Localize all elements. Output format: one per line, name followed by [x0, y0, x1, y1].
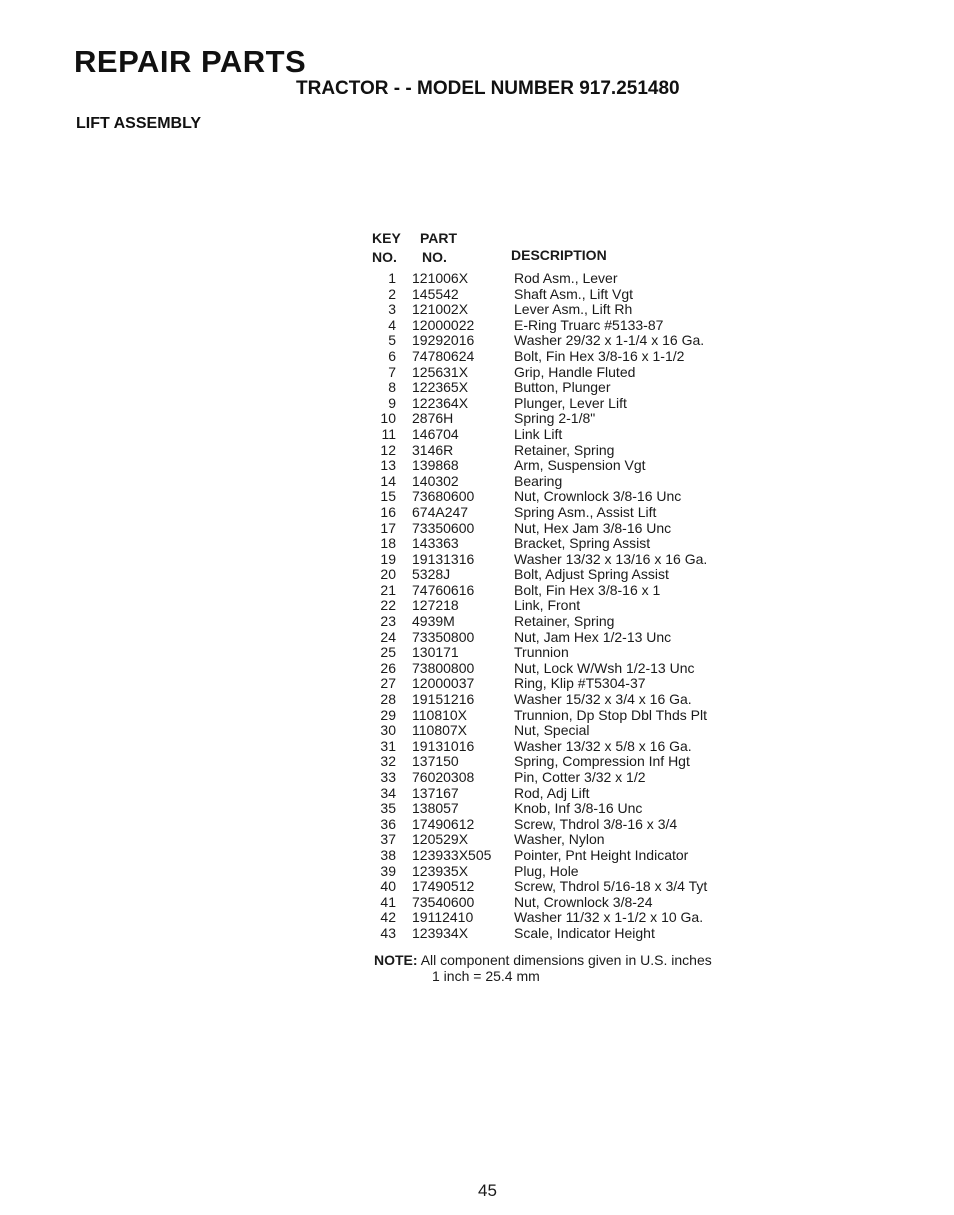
key-number: 22	[380, 597, 396, 614]
table-row	[370, 910, 790, 926]
key-number: 8	[388, 379, 396, 396]
key-number: 4	[388, 316, 396, 333]
part-description: Plug, Hole	[514, 862, 579, 879]
part-description: Pin, Cotter 3/32 x 1/2	[514, 769, 646, 785]
part-description: E-Ring Truarc #5133-87	[514, 316, 664, 333]
table-row	[370, 723, 790, 739]
table-row	[370, 817, 790, 833]
part-number: 143363	[412, 535, 459, 552]
table-row	[370, 801, 790, 817]
part-description: Bolt, Adjust Spring Assist	[514, 566, 669, 583]
key-number: 18	[380, 535, 396, 552]
key-number: 5	[388, 332, 396, 349]
part-number: 2876H	[412, 410, 454, 427]
part-number: 140302	[412, 472, 459, 489]
part-column-header-line2: NO.	[422, 249, 447, 265]
part-description: Spring, Compression Inf Hgt	[514, 753, 690, 770]
key-number: 43	[380, 924, 396, 941]
part-description: Washer 29/32 x 1-1/4 x 16 Ga.	[514, 332, 705, 349]
part-description: Retainer, Spring	[514, 441, 615, 458]
key-number: 40	[380, 878, 396, 895]
part-description: Nut, Jam Hex 1/2-13 Unc	[514, 628, 672, 645]
part-description: Knob, Inf 3/8-16 Unc	[514, 800, 643, 817]
table-row	[370, 443, 790, 459]
part-number: 3146R	[412, 441, 454, 458]
part-description: Washer 15/32 x 3/4 x 16 Ga.	[514, 691, 692, 708]
table-row	[370, 489, 790, 505]
part-number: 19151216	[412, 691, 475, 708]
key-number: 2	[388, 285, 396, 302]
key-number: 11	[381, 425, 396, 442]
part-description: Rod, Adj Lift	[514, 784, 590, 801]
part-description: Bolt, Fin Hex 3/8-16 x 1	[514, 581, 661, 598]
part-description: Bracket, Spring Assist	[514, 535, 651, 552]
key-number: 31	[380, 737, 396, 754]
part-number: 5328J	[412, 566, 451, 583]
key-number: 12	[380, 441, 396, 458]
part-number: 73680600	[412, 488, 475, 505]
table-row	[370, 661, 790, 677]
note-label: NOTE:	[374, 952, 418, 968]
table-row	[370, 552, 790, 568]
part-number: 110810X	[412, 706, 468, 723]
key-number: 3	[388, 301, 396, 318]
table-row	[370, 583, 790, 599]
part-number: 122364X	[412, 394, 469, 411]
key-number: 42	[380, 909, 396, 926]
table-row	[370, 708, 790, 724]
key-number: 25	[380, 644, 396, 661]
dimension-note	[374, 952, 712, 984]
note-line1: All component dimensions given in U.S. inches	[420, 952, 712, 968]
key-number: 20	[380, 566, 396, 583]
part-description: Link Lift	[514, 425, 563, 442]
key-number: 15	[380, 488, 396, 505]
part-number: 138057	[412, 800, 459, 817]
part-description: Screw, Thdrol 5/16-18 x 3/4 Tyt	[514, 878, 708, 895]
table-row	[370, 396, 790, 412]
table-row	[370, 318, 790, 334]
table-row	[370, 864, 790, 880]
table-row	[370, 598, 790, 614]
table-row	[370, 786, 790, 802]
part-number: 127218	[412, 597, 459, 614]
part-description: Arm, Suspension Vgt	[514, 457, 646, 474]
page-number: 45	[478, 1181, 497, 1200]
table-row	[370, 879, 790, 895]
part-number: 74780624	[412, 347, 475, 364]
description-column-header: DESCRIPTION	[511, 247, 607, 263]
table-row	[370, 349, 790, 365]
table-row	[370, 365, 790, 381]
part-number: 145542	[412, 285, 459, 302]
table-row	[370, 630, 790, 646]
key-number: 39	[380, 862, 396, 879]
key-number: 16	[380, 503, 396, 520]
part-number: 139868	[412, 457, 459, 474]
key-number: 32	[380, 753, 396, 770]
part-number: 12000022	[412, 316, 475, 333]
key-number: 36	[380, 815, 396, 832]
part-number: 19292016	[412, 332, 475, 349]
part-description: Washer 11/32 x 1-1/2 x 10 Ga.	[514, 909, 704, 926]
part-number: 19131016	[412, 737, 475, 754]
part-number: 12000037	[412, 675, 475, 692]
key-number: 14	[380, 472, 396, 489]
table-row	[370, 770, 790, 786]
table-row	[370, 692, 790, 708]
key-number: 23	[380, 613, 396, 630]
key-number: 6	[388, 347, 396, 364]
part-number: 17490612	[412, 815, 475, 832]
part-number: 130171	[412, 644, 459, 661]
table-row	[370, 427, 790, 443]
part-number: 74760616	[412, 581, 475, 598]
key-number: 29	[380, 706, 396, 723]
table-row	[370, 380, 790, 396]
part-description: Scale, Indicator Height	[514, 924, 655, 941]
note-line2: 1 inch = 25.4 mm	[432, 968, 540, 984]
key-number: 34	[380, 784, 396, 801]
part-description: Nut, Lock W/Wsh 1/2-13 Unc	[514, 659, 695, 676]
section-title: LIFT ASSEMBLY	[76, 115, 202, 132]
key-column-header-line1: KEY	[372, 230, 401, 246]
key-number: 27	[380, 675, 396, 692]
part-description: Spring Asm., Assist Lift	[514, 503, 657, 520]
page-title: REPAIR PARTS	[74, 44, 307, 79]
key-column-header-line2: NO.	[372, 249, 397, 265]
part-description: Lever Asm., Lift Rh	[514, 301, 633, 318]
table-row	[370, 521, 790, 537]
part-description: Rod Asm., Lever	[514, 270, 618, 286]
table-row	[370, 505, 790, 521]
part-description: Nut, Hex Jam 3/8-16 Unc	[514, 519, 672, 536]
part-description: Washer, Nylon	[514, 831, 605, 848]
part-number: 73350600	[412, 519, 475, 536]
key-number: 10	[380, 410, 396, 427]
key-number: 38	[380, 846, 396, 863]
part-description: Retainer, Spring	[514, 613, 615, 630]
key-number: 19	[380, 550, 396, 567]
key-number: 41	[380, 893, 396, 910]
key-number: 21	[380, 581, 396, 598]
part-number: 4939M	[412, 613, 455, 630]
part-description: Link, Front	[514, 597, 581, 614]
key-number: 30	[380, 722, 396, 739]
table-row	[370, 754, 790, 770]
table-row	[370, 411, 790, 427]
table-row	[370, 536, 790, 552]
parts-table-body	[370, 271, 790, 942]
part-number: 146704	[412, 425, 459, 442]
key-number: 33	[380, 769, 396, 785]
table-row	[370, 333, 790, 349]
key-number: 26	[380, 659, 396, 676]
model-subtitle: TRACTOR - - MODEL NUMBER 917.251480	[296, 78, 680, 99]
part-description: Pointer, Pnt Height Indicator	[514, 846, 689, 863]
part-column-header-line1: PART	[420, 230, 458, 246]
part-description: Washer 13/32 x 13/16 x 16 Ga.	[514, 550, 708, 567]
part-description: Trunnion, Dp Stop Dbl Thds Plt	[514, 706, 707, 723]
part-description: Washer 13/32 x 5/8 x 16 Ga.	[514, 737, 692, 754]
part-description: Screw, Thdrol 3/8-16 x 3/4	[514, 815, 678, 832]
part-description: Grip, Handle Fluted	[514, 363, 636, 380]
part-number: 76020308	[412, 769, 475, 785]
part-number: 19131316	[412, 550, 475, 567]
table-row	[370, 567, 790, 583]
table-row	[370, 458, 790, 474]
table-row	[370, 287, 790, 303]
part-description: Button, Plunger	[514, 379, 611, 396]
table-row	[370, 474, 790, 490]
table-row	[370, 676, 790, 692]
key-number: 9	[388, 394, 396, 411]
key-number: 37	[380, 831, 396, 848]
part-number: 122365X	[412, 379, 469, 396]
part-number: 123935X	[412, 862, 469, 879]
part-description: Ring, Klip #T5304-37	[514, 675, 646, 692]
part-number: 674A247	[412, 503, 469, 520]
part-number: 19112410	[412, 909, 474, 926]
table-row	[370, 848, 790, 864]
part-description: Bolt, Fin Hex 3/8-16 x 1-1/2	[514, 347, 685, 364]
part-description: Trunnion	[514, 644, 569, 661]
part-description: Nut, Special	[514, 722, 590, 739]
part-description: Plunger, Lever Lift	[514, 394, 627, 411]
table-row	[370, 271, 790, 287]
part-number: 73540600	[412, 893, 475, 910]
part-number: 137167	[412, 784, 459, 801]
part-description: Nut, Crownlock 3/8-16 Unc	[514, 488, 682, 505]
key-number: 1	[388, 270, 396, 286]
table-row	[370, 895, 790, 911]
part-number: 73800800	[412, 659, 475, 676]
part-number: 73350800	[412, 628, 475, 645]
key-number: 28	[380, 691, 396, 708]
part-number: 125631X	[412, 363, 469, 380]
part-number: 123933X505	[412, 846, 492, 863]
table-row	[370, 739, 790, 755]
part-description: Spring 2-1/8"	[514, 410, 596, 427]
part-number: 121006X	[412, 270, 469, 286]
part-number: 110807X	[412, 722, 468, 739]
part-description: Shaft Asm., Lift Vgt	[514, 285, 634, 302]
key-number: 24	[380, 628, 396, 645]
part-number: 120529X	[412, 831, 469, 848]
table-row	[370, 926, 790, 942]
table-row	[370, 302, 790, 318]
table-row	[370, 645, 790, 661]
part-description: Nut, Crownlock 3/8-24	[514, 893, 653, 910]
table-row	[370, 614, 790, 630]
key-number: 13	[380, 457, 396, 474]
part-number: 123934X	[412, 924, 469, 941]
key-number: 35	[380, 800, 396, 817]
part-description: Bearing	[514, 472, 563, 489]
part-number: 137150	[412, 753, 459, 770]
key-number: 17	[380, 519, 396, 536]
table-row	[370, 832, 790, 848]
part-number: 17490512	[412, 878, 475, 895]
key-number: 7	[388, 363, 396, 380]
part-number: 121002X	[412, 301, 469, 318]
